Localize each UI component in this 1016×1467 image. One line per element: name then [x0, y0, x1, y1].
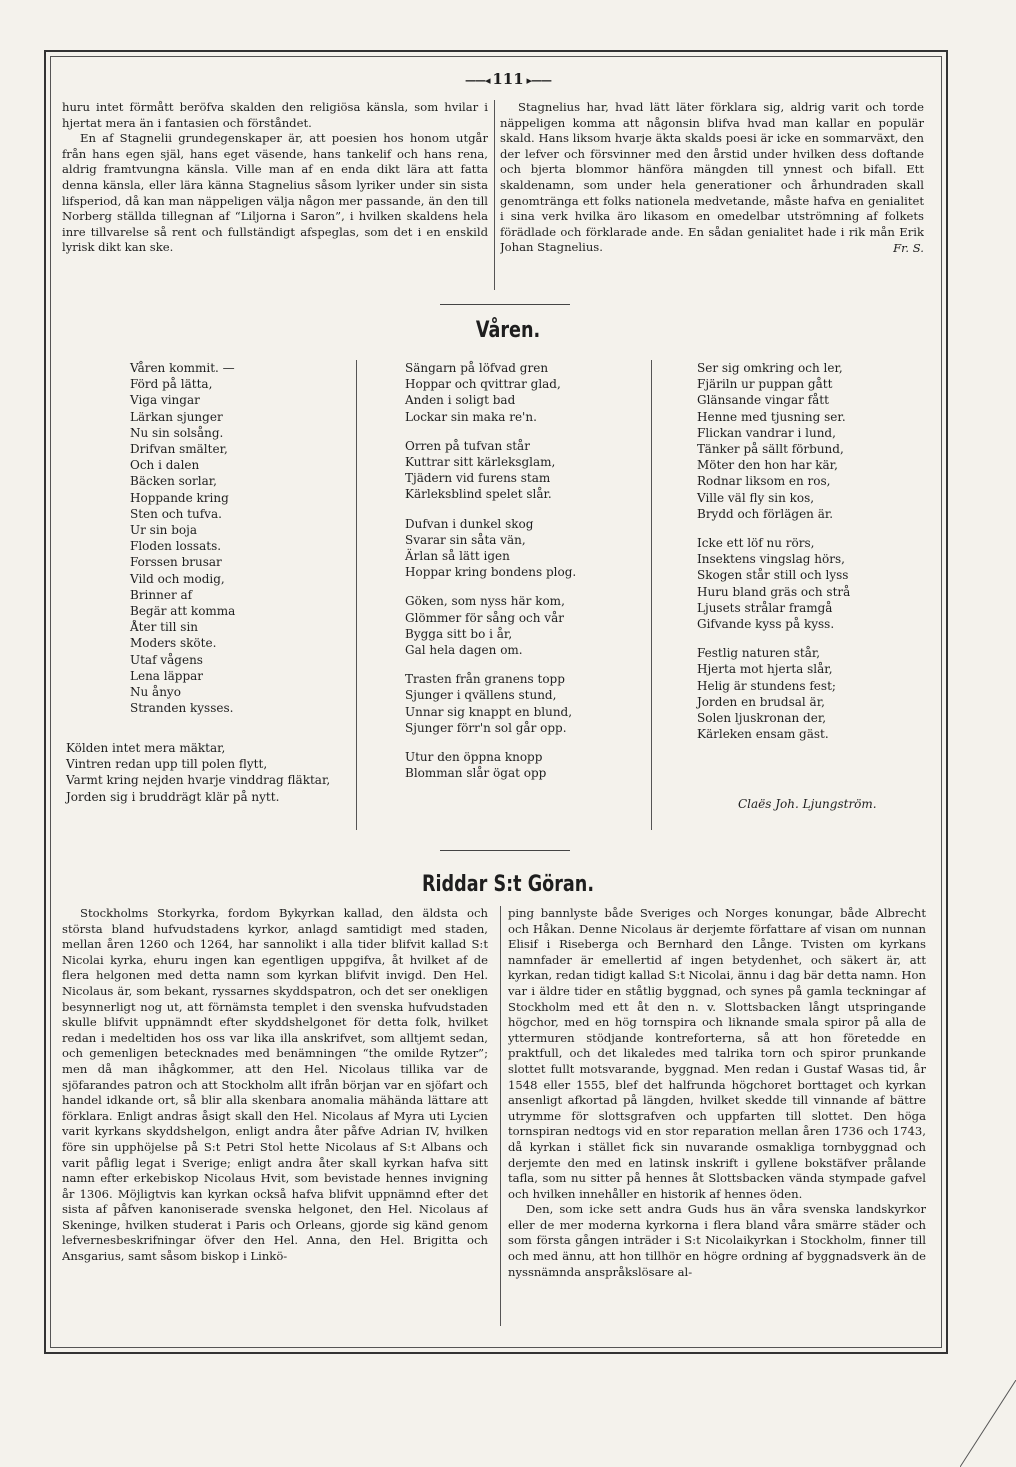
poem-column-2 [405, 360, 635, 794]
poem-line: Henne med tjusning ser. [697, 409, 846, 424]
poem-line: Jorden en brudsal är, [697, 694, 825, 709]
poem-column-1 [130, 360, 340, 716]
poem-line: Sjunger i qvällens stund, [405, 688, 557, 703]
poem-line: Begär att komma [130, 604, 236, 619]
poem-line: Sängarn på löfvad gren [405, 361, 549, 375]
poem-line: Kärleksblind spelet slår. [405, 487, 552, 502]
poem-divider-1 [356, 360, 357, 830]
stanza [405, 749, 635, 781]
paragraph: En af Stagnelii grundegenskaper är, att poesien hos honom utgår från hans egen själ, hans eget väsende, hans tankelif och hans rena, aldrig framtvungna känsla. Ville man af en enda dikt lära att fatta denna känsla, eller lära känna Stagnelius såsom lyriker under sin sista lifsperiod, då kan man näppeligen välja någon mer passande, än den till Norberg ställda tillegnan af “Liljorna i Saron”, i hvilken skaldens hela inre tillvarelse så rent och fullständigt afspeglas, som det i en enskild lyrisk dikt kan ske. [62, 131, 488, 255]
poem-line: Kölden intet mera mäktar, [66, 741, 226, 755]
poem-line: Viga vingar [130, 393, 200, 408]
poem-line: Tjädern vid furens stam [405, 471, 551, 486]
paragraph: huru intet förmått beröfva skalden den religiösa känsla, som hvilar i hjertat mera än i fantasien och förståndet. [62, 100, 488, 130]
poem-line: Festlig naturen står, [697, 646, 821, 661]
poem-line: Förd på lätta, [130, 377, 213, 392]
poem-line: Hoppar och qvittrar glad, [405, 377, 561, 392]
poem-line: Våren kommit. — [130, 361, 235, 375]
article-left-column [62, 906, 488, 1326]
poem-line: Sjunger förr'n sol går opp. [405, 720, 567, 735]
poem-line: Ville väl fly sin kos, [697, 490, 815, 505]
paragraph: ping bannlyste både Sveriges och Norges konungar, både Albrecht och Håkan. Denne Nicolaus är derjemte författare af visan om nunnan Elisif i Riseberga och Bernhard den Långe. Tvisten om kyrkans namnfader är emellertid af ingen betydenhet, och säkert är, att kyrkan, redan tidigt kallad S:t Nicolai, ännu i dag bär detta namn. Hon var i äldre tider en ståtlig byggnad, och synes på gamla teckningar af Stockholm med ett åt den n. v. Slottsbacken långt utspringande högchor, med en hög tornspira och liknande smala spiror på alla de yttermuren stödjande kontreforterna, så att hon företedde en praktfull, och det likaledes med talrika torn och spiror prunkande slottet fullt motsvarande, byggnad. Men redan i Gustaf Wasas tid, år 1548 eller 1555, blef det halfrunda högchoret borttaget och kyrkan ansenligt afkortad på längden, hvilket skedde till vinnande af bättre utrymme för slottsgrafven och uppfarten till slottet. Den höga tornspiran nedtogs vid en stor reparation mellan åren 1736 och 1743, då kyrkan i stället fick sin nuvarande osmakliga tornbyggnad och derjemte den med en latinsk inskrift i gyllene bokstäfver prålande tafla, som nu sitter på hennes åt Slottsbacken vända stympade gafvel och hvilken innehåller en historik af hennes öden. [508, 906, 926, 1201]
stanza [405, 593, 635, 658]
ornament-left-icon: ——◂ [464, 74, 493, 87]
poem-line: Lena läppar [130, 668, 204, 683]
poem-line: Brydd och förlägen är. [697, 506, 834, 521]
section-rule [440, 850, 570, 851]
poem-line: Bäcken sorlar, [130, 474, 217, 489]
article-title: Riddar S:t Göran. [421, 872, 595, 897]
poem-line: Orren på tufvan står [405, 438, 530, 453]
ornament-right-icon: ▸—— [523, 74, 552, 87]
poem-line: Kärleken ensam gäst. [697, 727, 829, 742]
poem-line: Tänker på sällt förbund, [697, 442, 844, 457]
signature-fr-s: Fr. S. [893, 240, 924, 255]
poem-line: Unnar sig knappt en blund, [405, 704, 573, 719]
page-corner-fold-icon [960, 1380, 1016, 1467]
poem-line: Gal hela dagen om. [405, 643, 523, 658]
poem-line: Brinner af [130, 587, 193, 602]
poem-line: Glänsande vingar fått [697, 393, 829, 408]
poem-line: Nu sin solsång. [130, 425, 224, 440]
poem-line: Lockar sin maka re'n. [405, 409, 537, 424]
poem-line: Bygga sitt bo i år, [405, 626, 513, 641]
top-left-column [62, 100, 488, 292]
poem-line: Rodnar liksom en ros, [697, 474, 831, 489]
poem-line: Och i dalen [130, 458, 200, 473]
poem-line: Lärkan sjunger [130, 409, 223, 424]
poem-line: Jorden sig i bruddrägt klär på nytt. [66, 789, 280, 804]
poem-line: Ärlan så lätt igen [405, 549, 510, 564]
poem-line: Huru bland gräs och strå [697, 584, 851, 599]
section-rule [440, 304, 570, 305]
poem-line: Utur den öppna knopp [405, 750, 543, 765]
paragraph: Den, som icke sett andra Guds hus än våra svenska landskyrkor eller de mer moderna kyrkorna i flera bland våra smärre städer och som första gången inträder i S:t Nicolaikyrkan i Stockholm, finner till och med ännu, att hon tillhör en högre ordning af byggnadsverk än de nyssnämnda anspråkslösare al- [508, 1202, 926, 1279]
poem-line: Möter den hon har kär, [697, 458, 838, 473]
stanza [697, 645, 927, 742]
article-right-column [508, 906, 926, 1326]
poem-line: Hoppar kring bondens plog. [405, 565, 577, 580]
poem-line: Fjäriln ur puppan gått [697, 377, 833, 392]
stanza [697, 535, 927, 632]
poem-line: Gifvande kyss på kyss. [697, 617, 835, 632]
poem-line: Vild och modig, [130, 571, 225, 586]
poem-line: Åter till sin [130, 620, 199, 635]
paragraph: Stockholms Storkyrka, fordom Bykyrkan kallad, den äldsta och största bland hufvudstadens kyrkor, anlagd samtidigt med staden, mellan åren 1260 och 1264, har sannolikt i alla tider blifvit kallad S:t Nicolai kyrka, ehuru ingen kan egentligen uppgifva, åt hvilket af de flera helgonen med detta namn som kyrkan blifvit invigd. Den Hel. Nicolaus är, som bekant, ryssarnes skyddspatron, och det ser onekligen besynnerligt nog ut, att förnämsta templet i den svenska hufvudstaden skulle blifvit uppnämndt efter skyddshelgonet för detta folk, hvilket redan i medeltiden hos oss var lika illa anskrifvet, som alltjemt sedan, och gemenligen betecknades med benämningen “the omilde Rytzer”; men då man ihågkommer, att den Hel. Nicolaus tillika var de sjöfarandes patron och att Stockholm allt ifrån början var en sjöfart och handel idkande ort, så blir alla skenbara anomalia mähända lättare att förklara. Enligt andras åsigt skall den Hel. Nicolaus af Myra uti Lycien varit kyrkans skyddshelgon, enligt andra åter påfve Adrian IV, hvilken före sin upphöjelse på S:t Petri Stol hette Nicolaus af S:t Albans och varit påflig legat i Sverige; enligt andra åter skall kyrkan hafva sitt namn efter erkebiskop Nicolaus Hvit, som bevistade hennes invigning år 1306. Möjligtvis kan kyrkan också hafva blifvit uppnämnd efter det sista af påfven kanoniserade svenska helgonet, den Hel. Nicolaus af Skeninge, hvilken studerat i Paris och Orleans, gjorde sig känd genom lefvernesbeskrifningar öfver den Hel. Anna, den Hel. Brigitta och Ansgarius, samt såsom biskop i Linkö- [62, 906, 488, 1264]
poem-line: Skogen står still och lyss [697, 568, 849, 583]
stanza [697, 360, 927, 522]
column-divider [494, 100, 495, 290]
poem-line: Insektens vingslag hörs, [697, 552, 845, 567]
poem-line: Drifvan smälter, [130, 442, 228, 457]
page-number-text: 111 [492, 70, 524, 88]
poem-line: Dufvan i dunkel skog [405, 516, 534, 531]
poem-line: Moders sköte. [130, 636, 217, 651]
poem-line: Floden lossats. [130, 539, 222, 554]
poem-line: Göken, som nyss här kom, [405, 594, 565, 609]
poem-line: Kuttrar sitt kärleksglam, [405, 455, 556, 470]
poem-line: Vintren redan upp till polen flytt, [66, 757, 268, 772]
poem-line: Glömmer för sång och vår [405, 610, 564, 625]
paragraph: Stagnelius har, hvad lätt läter förklara sig, aldrig varit och torde näppeligen komma att någonsin blifva hvad man kallar en populär skald. Hans liksom hvarje äkta skalds poesi är icke en sommarväxt, den der lefver och försvinner med den årstid under hvilken dess doftande och bjerta blommor hänföra mängden till ynnest och bifall. Ett skaldenamn, som under hela generationer och århundraden skall genomtränga ett folks nationela medvetande, måste hafva en genialitet i sina verk hvilka äro likasom en omedelbar utströmning af folkets förädlade och förklarade ande. En sådan genialitet hade i rik mån Erik Johan Stagnelius. [500, 100, 924, 255]
stanza [405, 438, 635, 503]
poem-line: Utaf vågens [130, 652, 203, 667]
poem-signature: Claës Joh. Ljungström. [738, 797, 877, 811]
poem-line: Blomman slår ögat opp [405, 766, 547, 781]
poem-line: Helig är stundens fest; [697, 678, 836, 693]
page-number [0, 70, 1016, 88]
poem-line: Flickan vandrar i lund, [697, 425, 836, 440]
poem-line: Hoppande kring [130, 490, 229, 505]
poem-line: Solen ljuskronan der, [697, 711, 827, 726]
poem-line: Sten och tufva. [130, 506, 222, 521]
poem-title: Våren. [475, 318, 541, 343]
poem-line: Hjerta mot hjerta slår, [697, 662, 833, 677]
poem-divider-2 [651, 360, 652, 830]
poem-line: Icke ett löf nu rörs, [697, 536, 815, 551]
top-right-column [500, 100, 924, 292]
poem-line: Nu ånyo [130, 685, 181, 700]
poem-line: Ur sin boja [130, 523, 197, 538]
poem-line: Anden i soligt bad [405, 393, 516, 408]
poem-column-1-closing-stanza [66, 740, 366, 805]
stanza [405, 671, 635, 736]
poem-line: Trasten från granens topp [405, 672, 565, 687]
poem-line: Svarar sin såta vän, [405, 532, 526, 547]
poem-line: Varmt kring nejden hvarje vinddrag fläktar, [66, 773, 331, 788]
stanza [405, 360, 635, 425]
poem-line: Ser sig omkring och ler, [697, 361, 843, 375]
column-divider [500, 906, 501, 1326]
poem-line: Stranden kysses. [130, 701, 234, 716]
poem-line: Forssen brusar [130, 555, 222, 570]
poem-column-3 [697, 360, 927, 755]
poem-line: Ljusets strålar framgå [697, 600, 833, 615]
stanza [405, 516, 635, 581]
